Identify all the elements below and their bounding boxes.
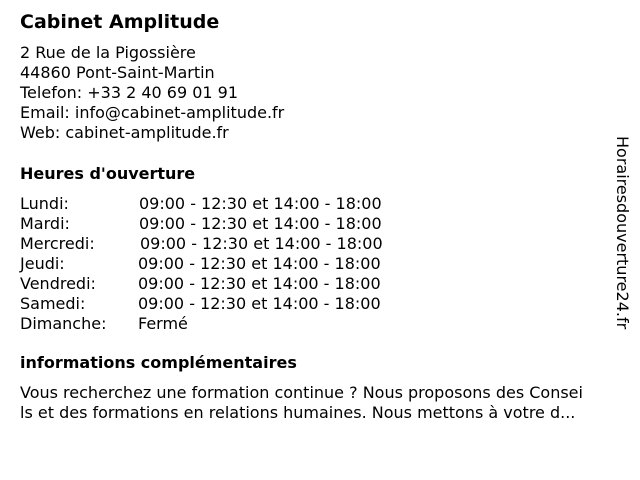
- day-label: Lundi:: [20, 194, 69, 213]
- time-value: 09:00 - 12:30 et 14:00 - 18:00: [138, 274, 381, 293]
- email-line[interactable]: Email: info@cabinet-amplitude.fr: [20, 103, 285, 122]
- time-value: Fermé: [138, 314, 188, 333]
- watermark-text: Horairesdouverture24.fr: [613, 136, 632, 330]
- day-label: Vendredi:: [20, 274, 96, 293]
- time-value: 09:00 - 12:30 et 14:00 - 18:00: [140, 234, 383, 253]
- info-line-2: ls et des formations en relations humaines. Nous mettons à votre d...: [20, 403, 576, 422]
- time-value: 09:00 - 12:30 et 14:00 - 18:00: [138, 294, 381, 313]
- day-label: Mardi:: [20, 214, 70, 233]
- day-label: Mercredi:: [20, 234, 95, 253]
- info-text: [20, 383, 632, 423]
- address-city: 44860 Pont-Saint-Martin: [20, 63, 215, 82]
- info-heading: informations complémentaires: [20, 353, 297, 372]
- day-label: Samedi:: [20, 294, 86, 313]
- time-value: 09:00 - 12:30 et 14:00 - 18:00: [139, 214, 382, 233]
- address-street: 2 Rue de la Pigossière: [20, 43, 196, 62]
- business-name: Cabinet Amplitude: [20, 11, 220, 33]
- time-value: 09:00 - 12:30 et 14:00 - 18:00: [139, 194, 382, 213]
- day-label: Jeudi:: [20, 254, 65, 273]
- day-label: Dimanche:: [20, 314, 107, 333]
- hours-heading: Heures d'ouverture: [20, 164, 196, 183]
- info-line-1: Vous recherchez une formation continue ? Nous proposons des Consei: [20, 383, 583, 402]
- address-block: [20, 43, 284, 143]
- web-line[interactable]: Web: cabinet-amplitude.fr: [20, 123, 229, 142]
- phone-line[interactable]: Telefon: +33 2 40 69 01 91: [20, 83, 239, 102]
- time-value: 09:00 - 12:30 et 14:00 - 18:00: [138, 254, 381, 273]
